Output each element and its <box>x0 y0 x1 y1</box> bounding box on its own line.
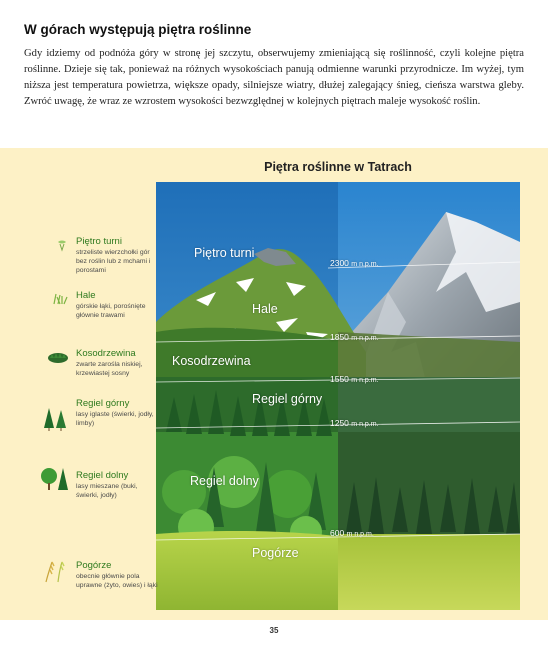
zone-label-hale: Hale <box>252 302 278 316</box>
legend-item-pogorze <box>40 560 158 604</box>
legend-item-regiel-dolny <box>40 470 158 510</box>
grain-icon <box>40 558 70 584</box>
intro-paragraph: Gdy idziemy od podnóża góry w stronę jej szczytu, obserwujemy zmieniającą się roślinność, czyli kolejne piętra roślinne. Dzieje się tak, ponieważ na różnych wysokościach panują odmienne warunki przyrodnicze. Im wyżej, tym niższa jest temperatura powietrza, większe opady, silniejsze wiatry, dłużej zalegający śnieg, cieńsza warstwa gleby. Zwróć uwagę, że wraz ze wzrostem wysokości bezwzględnej w kolejnych piętrach maleje wysokość roślin. <box>24 48 524 107</box>
legend-item-hale <box>40 290 158 330</box>
legend-name: Piętro turni <box>76 236 122 247</box>
legend-item-turnie <box>40 236 158 284</box>
legend-desc: górskie łąki, porośnięte głównie trawami <box>76 303 146 319</box>
altitude-label: 1250 m n.p.m. <box>330 418 379 428</box>
legend-item-kosodrzewina <box>40 348 158 388</box>
legend-name: Pogórze <box>76 560 112 571</box>
legend-desc: lasy mieszane (buki, świerki, jodły) <box>76 483 138 499</box>
zone-label-kosodrzewina: Kosodrzewina <box>172 354 251 368</box>
zone-label-turnie: Piętro turni <box>194 246 255 260</box>
legend-desc: zwarte zarośla niskiej, krzewiastej sosny <box>76 361 143 377</box>
dwarf-pine-icon <box>40 348 70 370</box>
altitude-label: 1550 m n.p.m. <box>330 374 379 384</box>
legend-name: Regiel dolny <box>76 470 129 481</box>
zone-label-regiel-gorny: Regiel górny <box>252 392 323 406</box>
legend-name: Kosodrzewina <box>76 348 136 359</box>
legend-desc: obecnie głównie pola uprawne (żyto, owies) i łąki <box>76 573 158 589</box>
zone-label-pogorze: Pogórze <box>252 546 299 560</box>
legend-desc: strzeliste wierzchołki gór bez roślin lub z mchami i porostami <box>76 249 151 274</box>
zone-label-regiel-dolny: Regiel dolny <box>190 474 259 488</box>
rock-lichen-icon <box>40 236 70 258</box>
conifer-trees-icon <box>40 404 70 432</box>
mixed-trees-icon <box>40 464 70 494</box>
legend-name: Hale <box>76 290 96 301</box>
grass-icon <box>40 290 70 312</box>
legend-desc: lasy iglaste (świerki, jodły, limby) <box>76 411 154 427</box>
legend-name: Regiel górny <box>76 398 130 409</box>
page-number: 35 <box>269 626 279 635</box>
legend-item-regiel-gorny <box>40 398 158 438</box>
infographic-title: Piętra roślinne w Tatrach <box>264 160 412 174</box>
altitude-label: 2300 m n.p.m. <box>330 258 379 268</box>
altitude-label: 600 m n.p.m. <box>330 528 374 538</box>
page-heading: W górach występują piętra roślinne <box>24 22 252 37</box>
altitude-label: 1850 m n.p.m. <box>330 332 379 342</box>
